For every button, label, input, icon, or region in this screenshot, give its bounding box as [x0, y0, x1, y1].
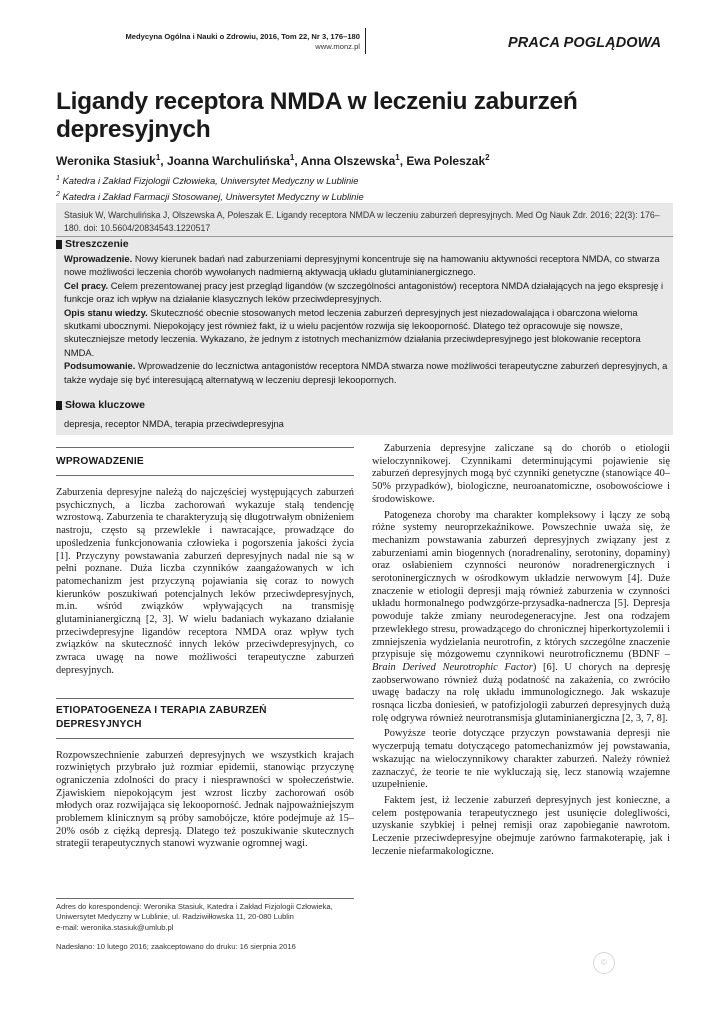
affiliation-item — [56, 172, 364, 188]
body-paragraph-italic: Brain Derived Neurotrophic Factor — [372, 661, 533, 673]
square-bullet-icon — [56, 401, 62, 410]
body-paragraph — [372, 510, 670, 726]
abstract-text — [64, 252, 669, 386]
body-paragraph-text: Patogeneza choroby ma charakter kompleksowy i łączy ze sobą różne systemy neuroprzekaźnikowe. Powszechnie uważa się, że mechanizm powstawania zaburzeń depresyjnych związany jest z zaburzeniami amin biogennych (noradrenaliny, serotoniny, dopaminy) oraz osłabieniem czynności neuronów noradrenergicznych i serotoninergicznych w ośrodkowym układzie nerwowym [4]. Duże znaczenie w etiologii depresji mają również zaburzenia w czynności układu hormonalnego podwzgórze-przysadka-nadnercza [5]. Depresja powoduje także zmiany neurodegeneracyjne. Jest ona rodzajem przewlekłego stresu, prowadzącego do chronicznej hiperkortyzolemii i zmniejszenia wydzielania neurotrofin, z których szczególne znaczenie przypisuje się mózgowemu czynnikowi neurotroficznemu (BDNF – — [372, 509, 670, 661]
section-heading-introduction: WPROWADZENIE — [56, 456, 144, 467]
square-bullet-icon — [56, 240, 62, 249]
journal-header — [98, 32, 360, 52]
received-dates: Nadesłano: 10 lutego 2016; zaakceptowano do druku: 16 sierpnia 2016 — [56, 942, 296, 951]
author-affiliation-mark: 1 — [155, 153, 161, 162]
footnote-divider — [56, 898, 354, 899]
citation-text: Stasiuk W, Warchulińska J, Olszewska A, Poleszak E. Ligandy receptora NMDA w leczeniu zaburzeń depresyjnych. Med Og Nauk Zdr. 2016; 22(3): 176–180. doi: 10.5604/20834543.1220517 — [64, 210, 660, 233]
keywords-text: depresja, receptor NMDA, terapia przeciwdepresyjna — [64, 418, 284, 429]
author-name: Weronika Stasiuk — [56, 154, 156, 168]
correspondence-email[interactable]: e-mail: weronika.stasiuk@umlub.pl — [56, 922, 174, 932]
section-divider — [56, 447, 354, 448]
author-affiliation-mark: 1 — [395, 153, 400, 162]
section-divider — [56, 698, 354, 699]
author-name: Anna Olszewska — [300, 154, 396, 168]
abstract-section-text: Skuteczność obecnie stosowanych metod leczenia zaburzeń depresyjnych jest niezadowalająca i obarczona wieloma skutkami ubocznymi. Niepokojący jest również fakt, iż u wielu pacjentów rozwija się lekooporność. Dlatego też opracowuje się nowsze, skuteczniejsze metody leczenia. Wykazano, że jednym z istotnych mechanizmów działania przeciwdepresyjnego jest blokowanie receptora NMDA. — [64, 306, 641, 358]
abstract-section-label: Cel pracy. — [64, 279, 109, 291]
abstract-section-label: Wprowadzenie. — [64, 253, 133, 264]
author-list: Weronika Stasiuk$^1$, Joanna Warchulińska$^1$, Anna Olszewska$^1$, Ewa Poleszak$^2$ — [56, 153, 490, 168]
body-paragraph: Zaburzenia depresyjne należą do najczęściej występujących zaburzeń psychicznych, a liczba zachorowań wykazuje stałą tendencję wzrostową. Zaburzenia te charakteryzują się długotrwałym obniżeniem nastroju, często są przewlekłe i nawracające, prowadzące do upośledzenia funkcjonowania człowieka i pogorszenia jakości życia [1]. Przyczyny powstawania zaburzeń depresyjnych nadal nie są w pełni poznane. Duża liczba czynników zaangażowanych w ich patomechanizm jest przyczyną pojawiania się coraz to nowych kierunków poszukiwań potencjalnych leków przeciwdepresyjnych, m.in. wśród związków wpływających na transmisję glutaminianergiczną [2, 3]. W wielu badaniach wykazano działanie przeciwdepresyjne ligandów receptora NMDA oraz wpływ tych związków na skuteczność innych leków przeciwdepresyjnych, co zwraca uwagę na nowe możliwości terapeutyczne zaburzeń depresyjnych. — [56, 487, 354, 676]
abstract-section-label: Podsumowanie. — [64, 360, 136, 372]
license-watermark-icon: © — [593, 952, 615, 974]
abstract-section-label: Opis stanu wiedzy. — [64, 306, 148, 318]
correspondence-footnote — [56, 902, 354, 933]
author-affiliation-mark: 2 — [485, 153, 490, 162]
body-column-left — [56, 447, 354, 851]
affiliations — [56, 172, 364, 204]
affiliation-mark: 2 — [56, 191, 60, 199]
article-title: Ligandy receptora NMDA w leczeniu zaburzeń depresyjnych — [56, 88, 578, 143]
header-divider — [365, 28, 366, 54]
keywords-heading-label: Słowa kluczowe — [65, 399, 145, 411]
affiliation-mark: 1 — [56, 175, 60, 182]
journal-citation-line: Medycyna Ogólna i Nauki o Zdrowiu, 2016, Tom 22, Nr 3, 176–180 — [125, 32, 360, 41]
author-affiliation-mark: 1 — [289, 153, 295, 162]
body-paragraph: Zaburzenia depresyjne zaliczane są do chorób o etiologii wieloczynnikowej. Czynnikami determinującymi pojawienie się zaburzeń depresyjnych mogą być czynniki genetyczne (stanowiące 40–50% przypadków), biologiczne, neuroanatomiczne, osobowościowe i środowiskowe. — [372, 443, 670, 505]
abstract-section-text: Celem prezentowanej pracy jest przegląd ligandów (w szczególności antagonistów) receptora NMDA działających na jego ekspresję i funkcje oraz ich wpływ na działanie klasycznych leków przeciwdepresyjnych. — [64, 279, 664, 305]
author-name: Joanna Warchulińska — [166, 154, 290, 168]
affiliation-text: Katedra i Zakład Fizjologii Człowieka, Uniwersytet Medyczny w Lublinie — [62, 175, 359, 187]
abstract-heading-label: Streszczenie — [65, 238, 129, 250]
section-heading-etiopathogenesis: ETIOPATOGENEZA I TERAPIA ZABURZEŃ DEPRESYJNYCH — [56, 704, 267, 730]
affiliation-text: Katedra i Zakład Farmacji Stosowanej, Uniwersytet Medyczny w Lublinie — [62, 191, 364, 203]
body-paragraph: Rozpowszechnienie zaburzeń depresyjnych we wszystkich krajach rozwiniętych przybrało już rozmiar epidemii, stanowiąc przyczynę ograniczenia zdolności do pracy i niesprawności w społeczeństwie. Zjawiskiem niepokojącym jest wzrost liczby zachorowań osób młodych oraz rozwijająca się lekooporność. Jednak najpoważniejszym problemem klinicznym są próby samobójcze, które podejmuje aż 15–20% osób z ciężką depresją. Dlatego też poszukiwanie skutecznych strategii terapeutycznych stanowi wyzwanie ogromnej wagi. — [56, 749, 354, 850]
affiliation-item — [56, 188, 364, 204]
body-column-right — [372, 443, 670, 859]
keywords-heading — [56, 399, 145, 411]
section-divider — [56, 475, 354, 476]
citation-divider — [56, 236, 673, 237]
author-name: Ewa Poleszak — [406, 154, 486, 168]
body-paragraph: Faktem jest, iż leczenie zaburzeń depresyjnych jest konieczne, a celem postępowania terapeutycznego jest usunięcie dolegliwości, uzyskanie szybkiej i pełnej remisji oraz zapobieganie nawrotom. Leczenie przeciwdepresyjne obejmuje zarówno farmakoterapię, jak i leczenie niefarmakologiczne. — [372, 794, 670, 857]
body-paragraph-text: ) [6]. U chorych na depresję zaobserwowano również dużą podatność na zakażenia, co zwróciło uwagę badaczy na rolę układu immunologicznego. Jak wskazuje rosnąca liczba doniesień, w patofizjologii zaburzeń depresyjnych dużą rolę odgrywa również neurotransmisja glutaminianergiczna [2, 3, 7, 8]. — [372, 661, 670, 724]
body-paragraph: Powyższe teorie dotyczące przyczyn powstawania depresji nie wyczerpują tematu dotyczącego patomechanizmów jej powstawania, wskazując na wieloczynnikowy charakter zaburzeń. Należy również zaznaczyć, że teorie te nie wykluczają się, lecz stanowią wzajemne uzupełnienie. — [372, 728, 670, 791]
article-type-label: PRACA POGLĄDOWA — [508, 35, 662, 51]
section-divider — [56, 738, 354, 739]
journal-website[interactable]: www.monz.pl — [315, 42, 360, 51]
abstract-section-text: Wprowadzenie do lecznictwa antagonistów receptora NMDA stwarza nowe możliwości terapeutyczne zaburzeń depresyjnych, a także wydaje się być interesującą alternatywą w leczeniu depresji lekoopornych. — [64, 360, 668, 385]
abstract-section-text: Nowy kierunek badań nad zaburzeniami depresyjnymi koncentruje się na hamowaniu aktywności receptora NMDA, co stwarza nowe możliwości leczenia chorób wywołanych nadmierną aktywacją układu glutaminianergicznego. — [64, 253, 660, 278]
correspondence-address: Adres do korespondencji: Weronika Stasiuk, Katedra i Zakład Fizjologii Człowieka, Uniwersytet Medyczny w Lublinie, ul. Radziwiłłowska 11, 20-080 Lublin — [56, 902, 333, 922]
abstract-heading — [56, 238, 129, 250]
